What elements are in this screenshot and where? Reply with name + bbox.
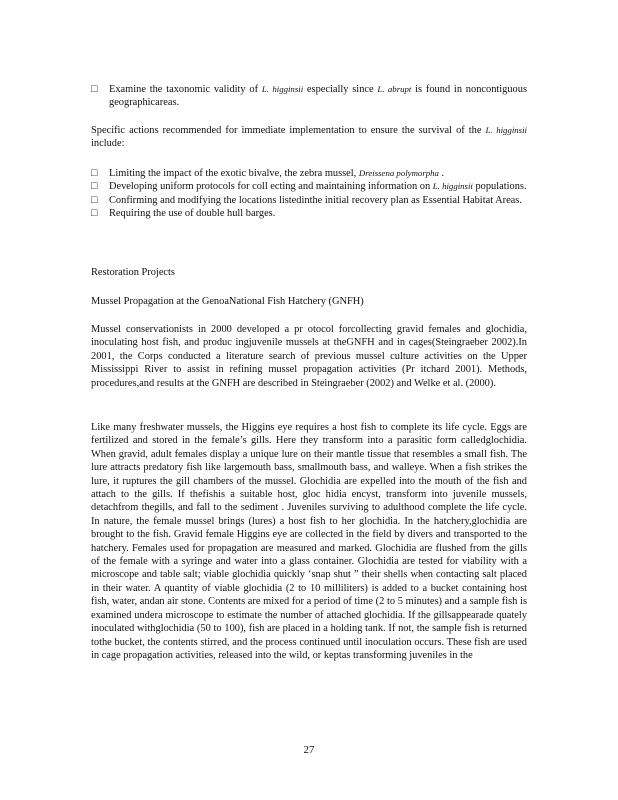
paragraph-conservationists <box>91 323 527 390</box>
bullet-item-protocols <box>91 180 527 193</box>
bullet-item-zebra-mussel <box>91 167 527 180</box>
bullet-box-icon: □ <box>91 181 98 193</box>
intro-text: Specific actions recommended for immediate implementation to ensure the survival of the <box>91 125 486 136</box>
bullet-box-icon: □ <box>91 84 98 95</box>
intro-text: include: <box>91 138 125 150</box>
bullet-text: populations. <box>472 181 527 193</box>
species-name: Dreissena polymorpha <box>358 168 439 178</box>
species-name: L. higginsii <box>485 125 527 135</box>
actions-intro-paragraph <box>91 124 527 151</box>
bullet-item-habitat <box>91 194 527 207</box>
heading-restoration-projects: Restoration Projects <box>91 267 175 278</box>
bullet-box-icon: □ <box>91 208 98 220</box>
bullet-text: Developing uniform protocols for coll ecting and maintaining information on <box>109 181 433 193</box>
paragraph-text: Mussel conservationists in 2000 developed a pr otocol forcollecting gravid females and glochidia, inoculating host fish, and produc ingjuvenile mussels at theGNFH and in cages(Steingraeber 2002).In 2001, the Corps conducted a literature search of previous mussel culture activities on the Upper Mississippi River to assist in refining mussel propagation activities (Pr itchard 2001). Methods, procedures,and results at the GNFH are described in Steingraeber (2002) and Welke et al. (2000). <box>91 324 527 389</box>
bullet-text: Requiring the use of double hull barges. <box>109 208 276 220</box>
bullet-item-taxonomic <box>91 83 527 110</box>
bullet-item-barges <box>91 207 527 220</box>
bullet-box-icon: □ <box>91 194 98 206</box>
species-name: L. abrupt <box>377 84 412 94</box>
bullet-text: Limiting the impact of the exotic bivalve, the zebra mussel, <box>109 168 359 179</box>
bullet-list-top <box>91 83 527 110</box>
species-name: L. higginsii <box>432 181 473 192</box>
bullet-box-icon: □ <box>91 168 98 179</box>
bullet-text: Examine the taxonomic validity of <box>109 84 262 95</box>
bullet-text: especially since <box>303 84 378 95</box>
paragraph-life-cycle <box>91 421 527 662</box>
paragraph-text: Like many freshwater mussels, the Higgins eye requires a host fish to complete its life cycle. Eggs are fertilized and stored in the female’s gills. Here they transform into a parasitic form calledglochidia. When gravid, adult females display a unique lure on their mantle tissue that resembles a small fish. The lure attracts predatory fish like largemouth bass, smallmouth bass, and walleye. When a fish strikes the lure, it ruptures the gill chambers of the mussel. Glochidia are expelled into the mouth of the fish and attach to the gills. If thefishis a suitable host, gloc hidia encyst, transform into juvenile mussels, detachfrom thegills, and fall to the sediment . Juveniles surviving to adulthood complete the life cycle. In nature, the female mussel brings (lures) a host fish to her glochidia. In the hatchery,glochidia are brought to the fish. Gravid female Higgins eye are collected in the field by divers and transported to the hatchery. Females used for propagation are measured and marked. Glochidia are flushed from the gills of the female with a syringe and water into a glass container. Glochidia are tested for viability with a microscope and table salt; viable glochidia quickly ‘snap shut ” their shells when contacting salt placed in their water. A quantity of viable glochidia (2 to 10 milliliters) is added to a bucket containing host fish, water, andan air stone. Contents are mixed for a period of time (2 to 5 minutes) and a sample fish is examined undera microscope to estimate the number of attached glochidia. If the gillsappearade quately inoculated withglochidia (50 to 100), fish are placed in a holding tank. If not, the sample fish is returned tothe bucket, the contents stirred, and the process continued until inoculation occurs. These fish are used in cage propagation activities, released into the wild, or keptas transforming juveniles in the <box>91 422 527 661</box>
species-name: L. higginsii <box>261 84 304 94</box>
bullet-text: is found in noncontiguous geographicareas. <box>109 84 527 109</box>
bullet-text: . <box>438 168 445 179</box>
heading-mussel-propagation: Mussel Propagation at the GenoaNational Fish Hatchery (GNFH) <box>91 296 364 307</box>
bullet-text: Confirming and modifying the locations listedinthe initial recovery plan as Essential Habitat Areas. <box>109 194 522 206</box>
actions-bullet-list <box>91 167 527 221</box>
page-number: 27 <box>303 744 315 756</box>
